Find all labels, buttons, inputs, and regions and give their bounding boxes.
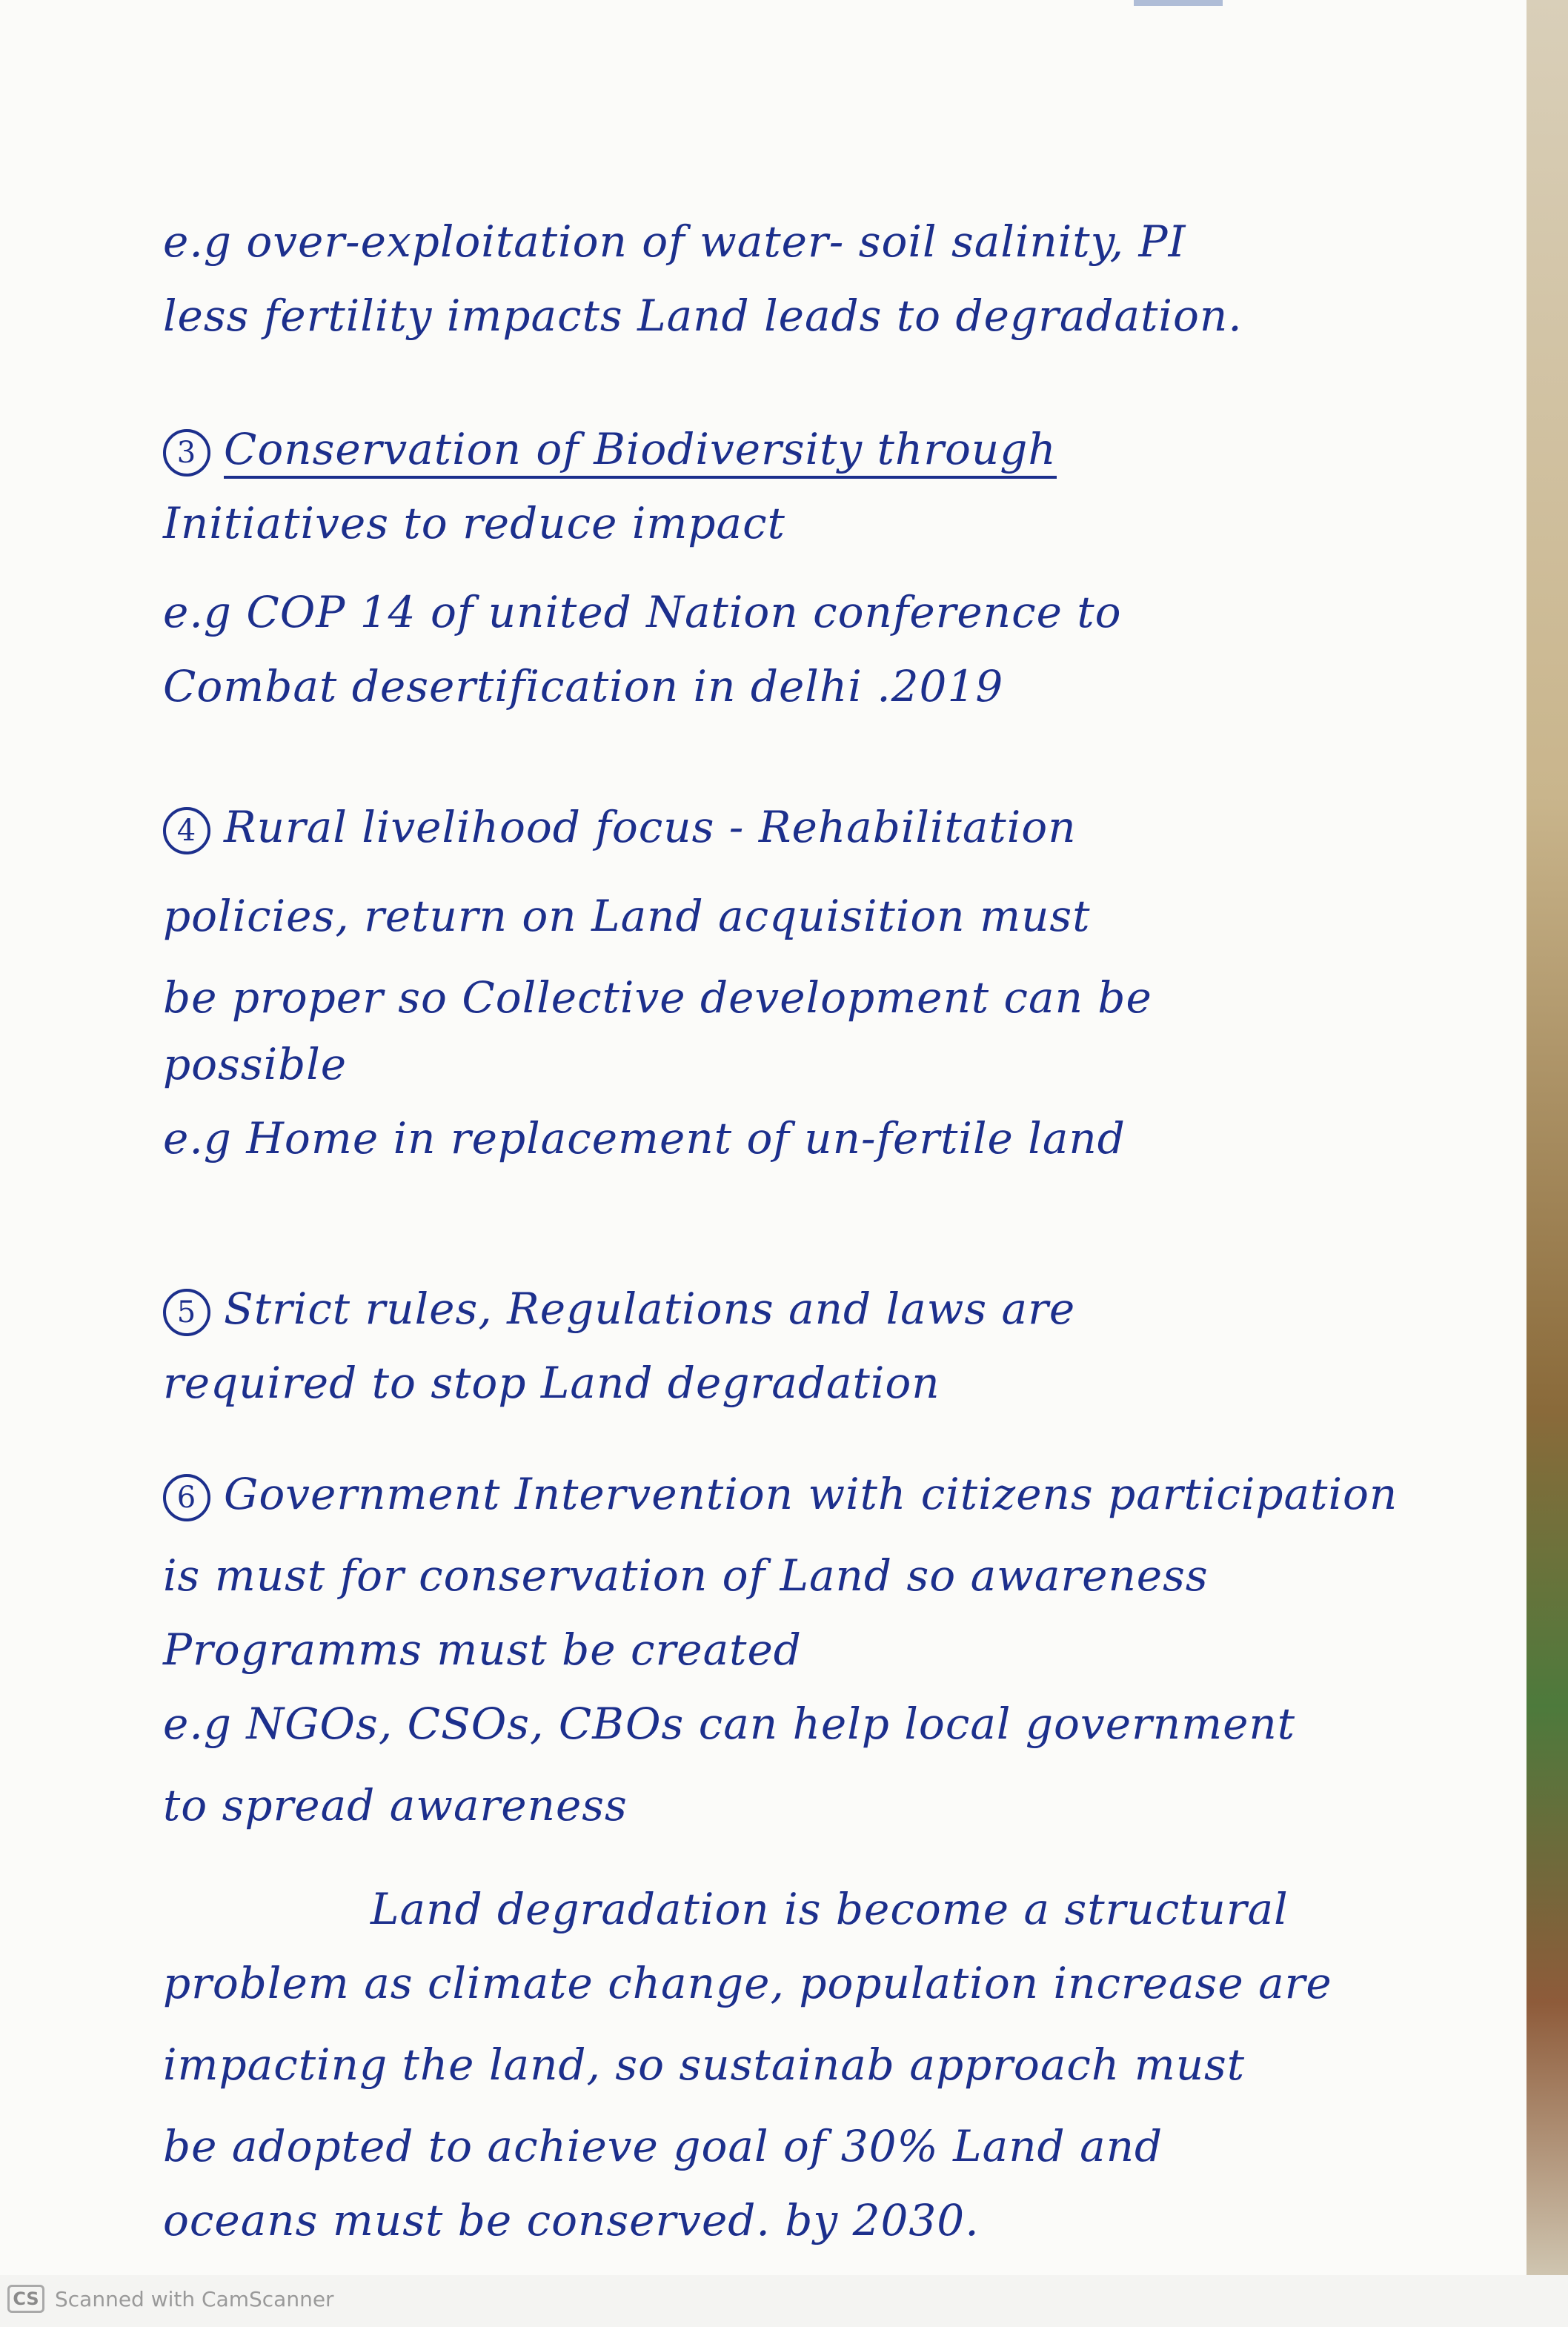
point-5-heading [163, 1282, 1075, 1336]
point-4-line-5: e.g Home in replacement of un-fertile land [163, 1113, 1126, 1164]
point-3-number: 3 [163, 429, 210, 477]
point-4-line-4: possible [163, 1039, 348, 1089]
top-edge-mark [1134, 0, 1223, 6]
point-6-heading [163, 1467, 1398, 1521]
conclusion-line-5: oceans must be conserved. by 2030. [163, 2195, 980, 2245]
point-3-line-3: e.g COP 14 of united Nation conference to [163, 587, 1122, 637]
point-3-line-2: Initiatives to reduce impact [163, 498, 785, 548]
point-5-number: 5 [163, 1289, 210, 1336]
scanner-watermark-text: Scanned with CamScanner [55, 2286, 334, 2311]
point-6-line-2: is must for conservation of Land so awareness [163, 1550, 1209, 1601]
point-3-line-1: Conservation of Biodiversity through [224, 424, 1057, 479]
point-4-number: 4 [163, 807, 210, 854]
point-6-number: 6 [163, 1474, 210, 1521]
point-4-line-2: policies, return on Land acquisition must [163, 891, 1091, 941]
point-4-heading [163, 800, 1077, 854]
point-3-line-4: Combat desertification in delhi .2019 [163, 661, 1004, 711]
point-3-heading [163, 422, 1057, 477]
point-6-line-3: Programms must be created [163, 1624, 802, 1675]
conclusion-line-4: be adopted to achieve goal of 30% Land and [163, 2121, 1163, 2171]
point-4-line-3: be proper so Collective development can be [163, 972, 1152, 1023]
point-6-line-4: e.g NGOs, CSOs, CBOs can help local government [163, 1699, 1296, 1749]
intro-line-2: less fertility impacts Land leads to degradation. [163, 291, 1243, 341]
intro-line-1: e.g over-exploitation of water- soil salinity, PI [163, 216, 1186, 267]
conclusion-line-3: impacting the land, so sustainab approach must [163, 2039, 1246, 2090]
conclusion-line-2: problem as climate change, population increase are [163, 1958, 1332, 2008]
point-6-line-1: Government Intervention with citizens participation [224, 1469, 1398, 1519]
point-6-line-5: to spread awareness [163, 1780, 628, 1830]
background-edge [1527, 0, 1568, 2275]
point-5-line-1: Strict rules, Regulations and laws are [224, 1284, 1076, 1334]
scanner-watermark [7, 2283, 334, 2315]
conclusion-line-1: Land degradation is become a structural [371, 1884, 1289, 1934]
point-5-line-2: required to stop Land degradation [163, 1358, 940, 1408]
camscanner-logo-icon: CS [7, 2285, 44, 2313]
point-4-line-1: Rural livelihood focus - Rehabilitation [224, 802, 1077, 852]
